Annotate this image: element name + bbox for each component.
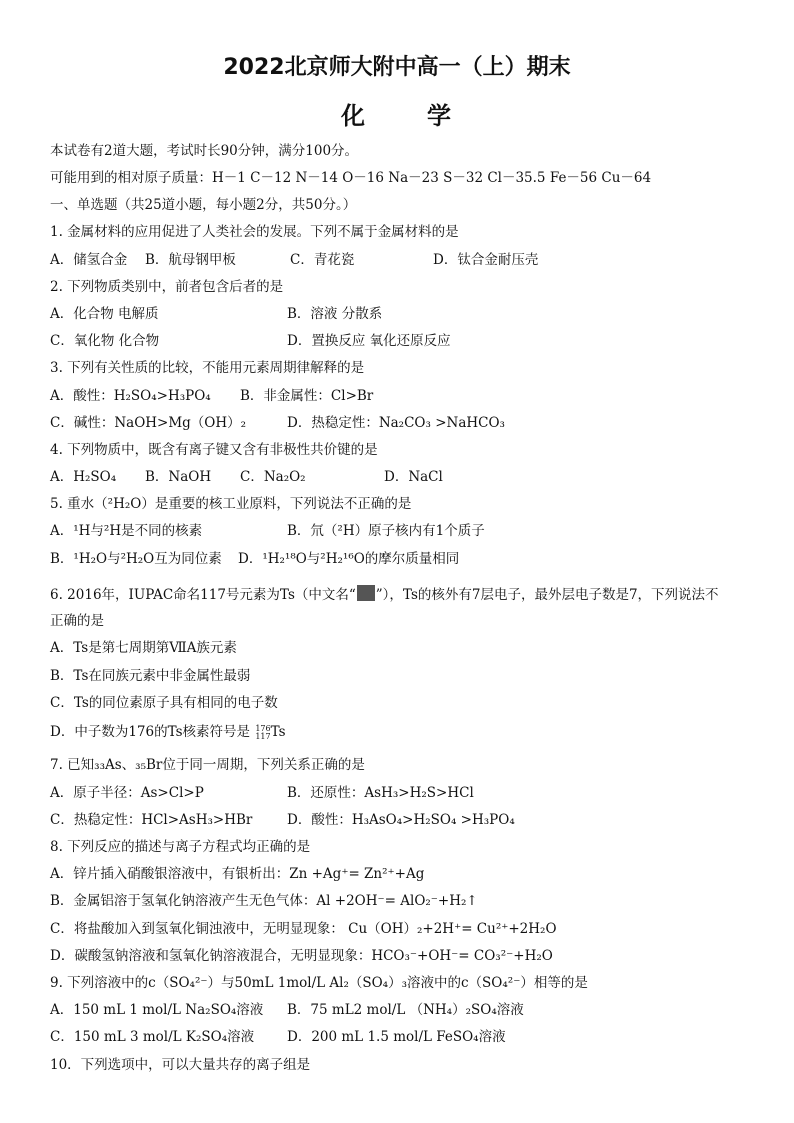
- q6-stem-part-b: ”），Ts的核外有7层电子，最外层电子数是7，下列说法不: [375, 587, 719, 603]
- q5-option-d: D．¹H₂¹⁸O与²H₂¹⁶O的摩尔质量相同: [238, 551, 460, 567]
- question-10-stem: 10．下列选项中，可以大量共存的离子组是: [50, 1057, 311, 1073]
- q9-option-c: C．150 mL 3 mol/L K₂SO₄溶液: [50, 1029, 255, 1045]
- question-8-stem: 8. 下列反应的描述与离子方程式均正确的是: [50, 839, 311, 855]
- q1-option-a: A．储氢合金: [50, 252, 128, 268]
- q5-option-b: B．氘（²H）原子核内有1个质子: [287, 523, 485, 539]
- q6-option-c: C．Ts的同位素原子具有相同的电子数: [50, 695, 278, 711]
- q1-option-c: C．青花瓷: [290, 252, 355, 268]
- q3-option-b: B．非金属性：Cl>Br: [240, 388, 374, 404]
- mass-number: 176: [255, 723, 271, 733]
- nuclide-notation: [255, 725, 270, 741]
- q4-option-b: B．NaOH: [145, 469, 212, 485]
- q4-option-a: A．H₂SO₄: [50, 469, 117, 485]
- q4-option-d: D．NaCl: [384, 469, 443, 485]
- q2-option-a: A．化合物 电解质: [50, 306, 159, 322]
- question-6-stem-line2: 正确的是: [50, 613, 104, 629]
- atomic-mass-line: 可能用到的相对原子质量：H－1 C－12 N－14 O－16 Na－23 S－32 Cl－35.5 Fe－56 Cu－64: [50, 170, 652, 186]
- q2-option-c: C．氧化物 化合物: [50, 333, 160, 349]
- q6-option-b: B．Ts在同族元素中非金属性最弱: [50, 668, 251, 684]
- q5-option-c: B．¹H₂O与²H₂O互为同位素: [50, 551, 222, 567]
- q3-option-c: C．碱性：NaOH>Mg（OH）₂: [50, 415, 247, 431]
- q7-option-a: A．原子半径：As>Cl>P: [50, 785, 204, 801]
- q6-option-a: A．Ts是第七周期第ⅦA族元素: [50, 640, 237, 656]
- q4-option-c: C．Na₂O₂: [240, 469, 306, 485]
- question-6-stem-line1: [50, 585, 719, 604]
- q6-stem-part-a: 6. 2016年，IUPAC命名117号元素为Ts（中文名“: [50, 587, 356, 603]
- question-7-stem: 7. 已知₃₃As、₃₅Br位于同一周期，下列关系正确的是: [50, 757, 365, 773]
- q5-option-a: A．¹H与²H是不同的核素: [50, 523, 203, 539]
- atomic-number: 117: [255, 731, 271, 741]
- question-1-stem: 1. 金属材料的应用促进了人类社会的发展。下列不属于金属材料的是: [50, 224, 459, 240]
- q6-option-d-text: D．中子数为176的Ts核素符号是: [50, 724, 251, 740]
- question-5-stem: 5. 重水（²H₂O）是重要的核工业原料，下列说法不正确的是: [50, 496, 412, 512]
- q3-option-d: D．热稳定性：Na₂CO₃ >NaHCO₃: [287, 415, 505, 431]
- question-4-stem: 4. 下列物质中，既含有离子键又含有非极性共价键的是: [50, 442, 378, 458]
- intro-line: 本试卷有2道大题，考试时长90分钟，满分100分。: [50, 143, 359, 159]
- exam-title: 2022北京师大附中高一（上）期末: [223, 55, 571, 80]
- q9-option-d: D．200 mL 1.5 mol/L FeSO₄溶液: [287, 1029, 506, 1045]
- q8-option-b: B．金属铝溶于氢氧化钠溶液产生无色气体：Al +2OH⁻= AlO₂⁻+H₂↑: [50, 893, 478, 909]
- q7-option-c: C．热稳定性：HCl>AsH₃>HBr: [50, 812, 253, 828]
- q3-option-a: A．酸性：H₂SO₄>H₃PO₄: [50, 388, 211, 404]
- q8-option-c: C．将盐酸加入到氢氧化铜浊液中，无明显现象： Cu（OH）₂+2H⁺= Cu²⁺+2H₂O: [50, 921, 557, 937]
- q7-option-b: B．还原性：AsH₃>H₂S>HCl: [287, 785, 474, 801]
- question-3-stem: 3. 下列有关性质的比较，不能用元素周期律解释的是: [50, 360, 365, 376]
- q7-option-d: D．酸性：H₃AsO₄>H₂SO₄ >H₃PO₄: [287, 812, 515, 828]
- section-heading: 一、单选题（共25道小题，每小题2分，共50分。）: [50, 197, 357, 213]
- tian-character-glyph-icon: [357, 585, 375, 601]
- q1-option-b: B．航母钢甲板: [145, 252, 236, 268]
- element-symbol: Ts: [270, 724, 286, 740]
- question-2-stem: 2. 下列物质类别中，前者包含后者的是: [50, 279, 284, 295]
- q1-option-d: D．钛合金耐压壳: [433, 252, 539, 268]
- q9-option-b: B．75 mL2 mol/L （NH₄）₂SO₄溶液: [287, 1002, 524, 1018]
- q6-option-d: [50, 723, 286, 741]
- subject-char-1: 化: [341, 102, 367, 130]
- q8-option-a: A．锌片插入硝酸银溶液中，有银析出：Zn +Ag⁺= Zn²⁺+Ag: [50, 866, 425, 882]
- q9-option-a: A．150 mL 1 mol/L Na₂SO₄溶液: [50, 1002, 264, 1018]
- q8-option-d: D．碳酸氢钠溶液和氢氧化钠溶液混合，无明显现象：HCO₃⁻+OH⁻= CO₃²⁻+H₂O: [50, 948, 553, 964]
- q2-option-d: D．置换反应 氧化还原反应: [287, 333, 451, 349]
- q2-option-b: B．溶液 分散系: [287, 306, 383, 322]
- question-9-stem: 9. 下列溶液中的c（SO₄²⁻）与50mL 1mol/L Al₂（SO₄）₃溶液中的c（SO₄²⁻）相等的是: [50, 975, 588, 991]
- subject-title: [0, 96, 794, 131]
- subject-char-2: 学: [427, 102, 453, 130]
